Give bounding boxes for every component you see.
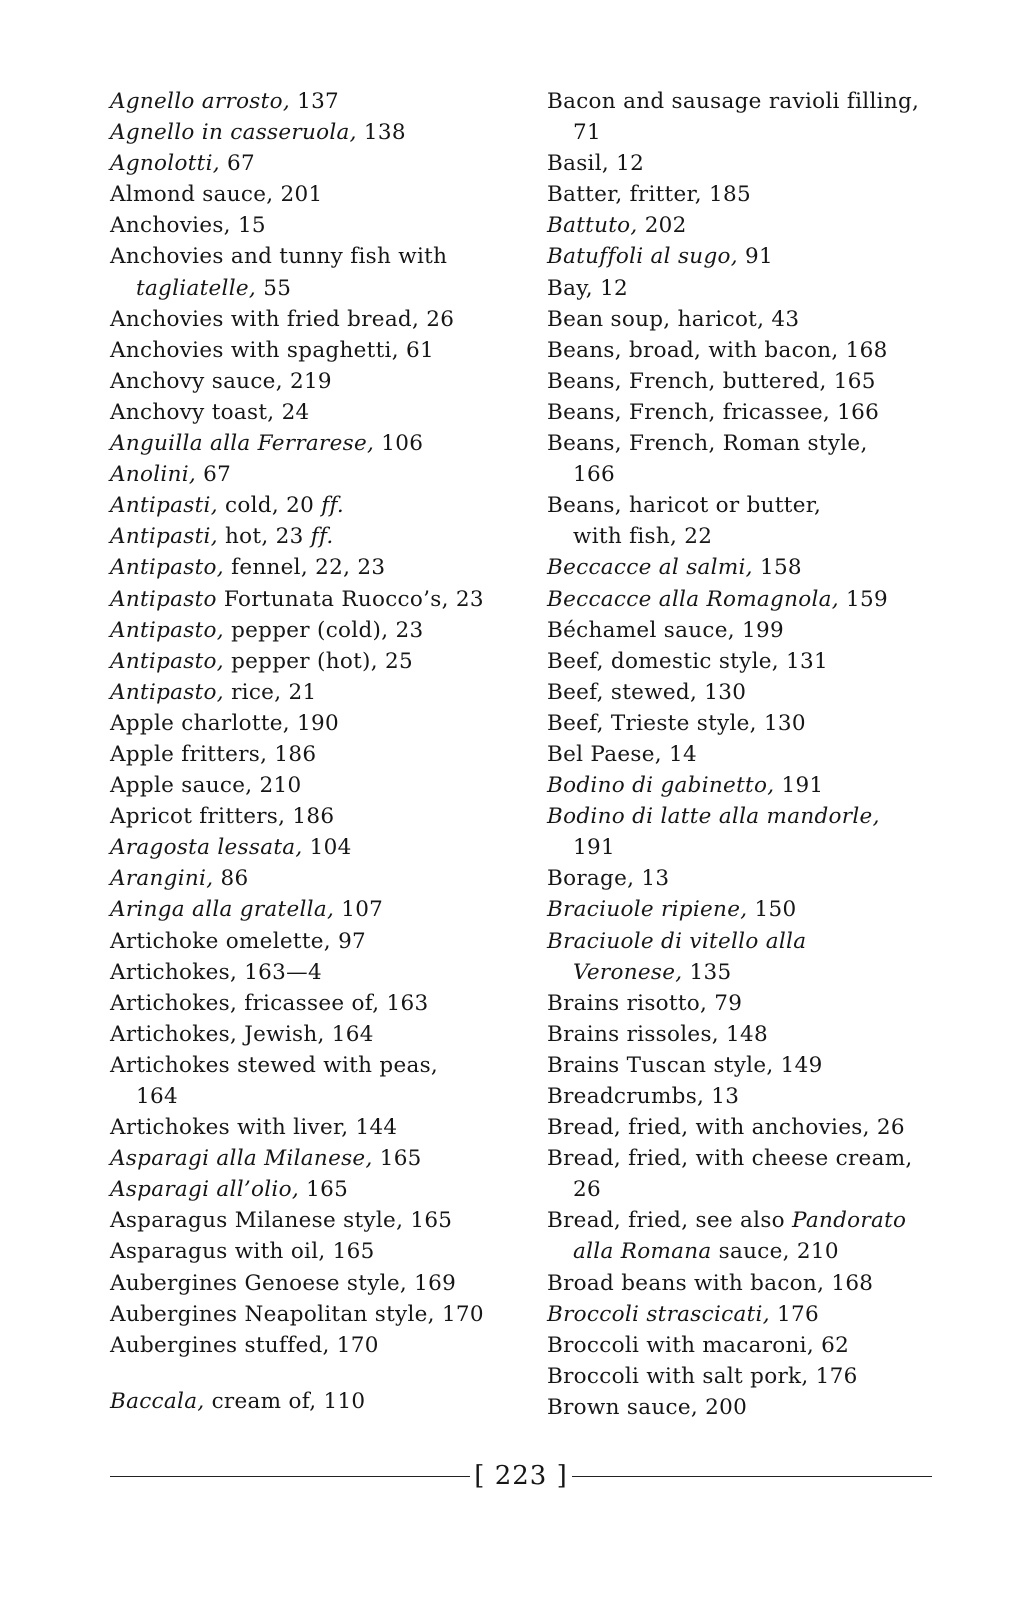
entry-text: Almond sauce, 201 <box>110 182 323 208</box>
index-column-right <box>547 86 987 1423</box>
index-entry <box>110 1205 530 1236</box>
index-entry <box>547 490 987 521</box>
index-entry <box>547 1081 987 1112</box>
index-entry <box>110 179 530 210</box>
entry-text-italic: Batuffoli al sugo, <box>547 244 738 270</box>
index-entry <box>110 1019 530 1050</box>
index-entry <box>110 86 530 117</box>
entry-text: 91 <box>737 244 773 270</box>
index-entry <box>547 677 987 708</box>
index-entry-continuation <box>547 957 987 988</box>
index-entry <box>110 863 530 894</box>
index-entry <box>547 708 987 739</box>
entry-text-italic: Antipasto, <box>110 648 224 674</box>
index-entry <box>110 894 530 925</box>
index-entry <box>110 210 530 241</box>
entry-text: Broad beans with bacon, 168 <box>547 1270 874 1296</box>
entry-text: Beans, French, Roman style, <box>547 431 868 457</box>
entry-text: 138 <box>356 120 406 146</box>
index-entry <box>110 1386 530 1417</box>
entry-text: 191 <box>573 835 615 861</box>
entry-text: 176 <box>769 1301 819 1327</box>
index-entry-continuation <box>547 117 987 148</box>
entry-text: Bel Paese, 14 <box>547 741 697 767</box>
entry-text: Artichokes, 163—4 <box>110 959 322 985</box>
index-entry <box>110 584 530 615</box>
page-number: [ 223 ] <box>474 1461 568 1491</box>
index-entry-continuation <box>547 832 987 863</box>
index-entry <box>547 615 987 646</box>
entry-text: fennel, 22, 23 <box>223 555 386 581</box>
index-entry-continuation <box>547 521 987 552</box>
index-entry <box>110 770 530 801</box>
entry-text: Bean soup, haricot, 43 <box>547 306 800 332</box>
entry-text: Anchovy toast, 24 <box>110 399 310 425</box>
index-entry <box>110 832 530 863</box>
entry-text-italic: Antipasti, <box>110 493 218 519</box>
index-entry-continuation <box>547 1174 987 1205</box>
entry-text-italic: Agnolotti, <box>110 151 220 177</box>
index-entry <box>547 926 987 957</box>
index-entry <box>110 117 530 148</box>
entry-text: pepper (hot), 25 <box>223 648 413 674</box>
index-column-left <box>110 86 530 1417</box>
entry-text: Beef, stewed, 130 <box>547 679 747 705</box>
entry-text-italic: Beccacce alla Romagnola, <box>547 586 839 612</box>
entry-text-italic: Braciuole di vitello alla <box>547 928 807 954</box>
index-entry <box>547 988 987 1019</box>
entry-text-italic: Arangini, <box>110 866 214 892</box>
index-entry <box>110 1112 530 1143</box>
entry-text: Apricot fritters, 186 <box>110 804 335 830</box>
entry-text: Brains risotto, 79 <box>547 990 743 1016</box>
index-entry-continuation <box>110 1081 530 1112</box>
index-entry <box>547 366 987 397</box>
entry-text: 135 <box>682 959 732 985</box>
index-entry <box>547 552 987 583</box>
entry-text-italic: Bodino di latte alla mandorle, <box>547 804 880 830</box>
entry-text-italic: Broccoli strascicati, <box>547 1301 770 1327</box>
entry-text: 55 <box>256 275 292 301</box>
index-entry <box>547 894 987 925</box>
entry-text: Artichokes, Jewish, 164 <box>110 1021 374 1047</box>
entry-text: Anchovies with fried bread, 26 <box>110 306 455 332</box>
entry-text-italic: Agnello arrosto, <box>110 89 290 114</box>
index-entry <box>110 1174 530 1205</box>
entry-text: Broccoli with macaroni, 62 <box>547 1332 850 1358</box>
entry-text: Bacon and sausage ravioli filling, <box>547 89 920 114</box>
index-entry <box>110 677 530 708</box>
entry-text-italic: Antipasto, <box>110 555 224 581</box>
index-entry <box>547 584 987 615</box>
entry-text-italic: Agnello in casseruola, <box>110 120 357 146</box>
entry-text: 137 <box>289 89 340 114</box>
entry-text-italic: Antipasto <box>110 586 217 612</box>
entry-text: 86 <box>213 866 249 892</box>
entry-text: 67 <box>219 151 255 177</box>
entry-text: 159 <box>838 586 888 612</box>
footer-rule-left <box>110 1476 470 1477</box>
index-entry <box>547 1330 987 1361</box>
entry-text: Breadcrumbs, 13 <box>547 1084 740 1109</box>
entry-text: Brains rissoles, 148 <box>547 1021 768 1047</box>
footer-rule-right <box>572 1476 932 1477</box>
entry-text: Béchamel sauce, 199 <box>547 617 784 643</box>
entry-text-italic: ff. <box>310 524 334 550</box>
entry-text: Broccoli with salt pork, 176 <box>547 1363 858 1389</box>
index-entry <box>110 1143 530 1174</box>
entry-text: Aubergines stuffed, 170 <box>110 1332 379 1358</box>
index-entry <box>547 770 987 801</box>
entry-text: Artichokes with liver, 144 <box>110 1115 398 1141</box>
entry-text: 164 <box>136 1084 178 1109</box>
entry-text: Beans, broad, with bacon, 168 <box>547 337 888 363</box>
index-entry <box>110 1268 530 1299</box>
entry-text-italic: Pandorato <box>792 1208 907 1234</box>
index-entry <box>110 304 530 335</box>
entry-text: with fish, 22 <box>573 524 713 550</box>
index-entry <box>547 1143 987 1174</box>
index-entry-continuation <box>110 273 530 304</box>
entry-text-italic: Aringa alla gratella, <box>110 897 335 923</box>
entry-text-italic: Antipasto, <box>110 617 224 643</box>
index-entry <box>110 1050 530 1081</box>
entry-text: Beans, haricot or butter, <box>547 493 822 519</box>
entry-text: Artichokes, fricassee of, 163 <box>110 990 429 1016</box>
index-entry <box>547 1268 987 1299</box>
index-entry <box>547 210 987 241</box>
index-entry <box>547 1205 987 1236</box>
entry-text: Fortunata Ruocco’s, 23 <box>216 586 484 612</box>
entry-text: 165 <box>299 1177 349 1203</box>
entry-text: 150 <box>747 897 797 923</box>
index-entry <box>110 708 530 739</box>
index-entry <box>547 1112 987 1143</box>
entry-text: 106 <box>374 431 424 457</box>
entry-text-italic: Anolini, <box>110 462 197 488</box>
entry-text: 104 <box>302 835 352 861</box>
index-entry <box>110 1299 530 1330</box>
entry-text: Brains Tuscan style, 149 <box>547 1052 823 1078</box>
index-entry <box>110 552 530 583</box>
entry-text-italic: ff. <box>321 493 345 519</box>
index-entry <box>547 863 987 894</box>
entry-text: 26 <box>573 1177 601 1203</box>
entry-text: Anchovies, 15 <box>110 213 266 239</box>
index-entry <box>547 273 987 304</box>
entry-text-italic: Asparagi alla Milanese, <box>110 1146 373 1172</box>
entry-text: Artichokes stewed with peas, <box>110 1052 439 1078</box>
entry-text: 107 <box>334 897 384 923</box>
entry-text: pepper (cold), 23 <box>223 617 424 643</box>
entry-text-italic: Battuto, <box>547 213 638 239</box>
index-entry <box>110 490 530 521</box>
entry-text-italic: alla Romana <box>573 1239 712 1265</box>
entry-text: Bread, fried, with cheese cream, <box>547 1146 913 1172</box>
index-entry <box>110 1236 530 1267</box>
entry-text: Anchovy sauce, 219 <box>110 368 332 394</box>
entry-text: 166 <box>573 462 615 488</box>
entry-text: Beef, Trieste style, 130 <box>547 710 806 736</box>
index-entry <box>110 926 530 957</box>
entry-text-italic: Braciuole ripiene, <box>547 897 748 923</box>
index-entry <box>110 459 530 490</box>
index-entry-continuation <box>547 459 987 490</box>
index-entry <box>110 366 530 397</box>
index-entry <box>547 179 987 210</box>
entry-text: Asparagus Milanese style, 165 <box>110 1208 453 1234</box>
entry-text: Bread, fried, with anchovies, 26 <box>547 1115 905 1141</box>
entry-text: Apple fritters, 186 <box>110 741 317 767</box>
entry-text: cream of, 110 <box>204 1388 366 1414</box>
entry-text-italic: Baccala, <box>110 1388 205 1414</box>
entry-text: 71 <box>573 120 601 146</box>
entry-text: hot, 23 <box>217 524 311 550</box>
index-entry <box>110 957 530 988</box>
entry-text: Artichoke omelette, 97 <box>110 928 367 954</box>
index-entry-continuation <box>547 1236 987 1267</box>
index-entry <box>110 739 530 770</box>
entry-text: Brown sauce, 200 <box>547 1394 748 1420</box>
entry-text-italic: Aragosta lessata, <box>110 835 303 861</box>
index-entry <box>547 335 987 366</box>
page-footer <box>110 1456 932 1496</box>
index-entry <box>547 428 987 459</box>
entry-text-italic: Bodino di gabinetto, <box>547 773 775 799</box>
entry-text: Beef, domestic style, 131 <box>547 648 828 674</box>
entry-text: 67 <box>196 462 232 488</box>
entry-text: Aubergines Genoese style, 169 <box>110 1270 457 1296</box>
index-entry <box>547 1019 987 1050</box>
entry-text-italic: Antipasti, <box>110 524 218 550</box>
entry-text: Beans, French, buttered, 165 <box>547 368 876 394</box>
entry-text-italic: Antipasto, <box>110 679 224 705</box>
entry-text: Borage, 13 <box>547 866 670 892</box>
entry-text: 165 <box>372 1146 422 1172</box>
entry-text-italic: Beccacce al salmi, <box>547 555 753 581</box>
index-entry <box>547 304 987 335</box>
index-entry <box>547 739 987 770</box>
index-entry <box>547 1361 987 1392</box>
entry-text: Bay, 12 <box>547 275 629 301</box>
entry-text: cold, 20 <box>217 493 322 519</box>
entry-text: 158 <box>752 555 802 581</box>
index-entry <box>547 86 987 117</box>
entry-text: Apple sauce, 210 <box>110 773 302 799</box>
entry-text: Apple charlotte, 190 <box>110 710 339 736</box>
entry-text: Anchovies and tunny fish with <box>110 244 448 270</box>
entry-text: Aubergines Neapolitan style, 170 <box>110 1301 484 1327</box>
entry-text: Beans, French, fricassee, 166 <box>547 399 880 425</box>
entry-text-italic: Anguilla alla Ferrarese, <box>110 431 375 457</box>
index-entry <box>110 1330 530 1361</box>
entry-text: Anchovies with spaghetti, 61 <box>110 337 434 363</box>
index-entry <box>110 397 530 428</box>
index-entry <box>110 148 530 179</box>
entry-text: sauce, 210 <box>711 1239 839 1265</box>
entry-text: Basil, 12 <box>547 151 645 177</box>
index-entry <box>547 646 987 677</box>
entry-text: Bread, fried, see also <box>547 1208 793 1234</box>
index-entry <box>110 335 530 366</box>
index-entry <box>110 241 530 272</box>
entry-text-italic: tagliatelle, <box>136 275 257 301</box>
index-entry <box>547 1392 987 1423</box>
index-entry <box>547 397 987 428</box>
entry-text-italic: Veronese, <box>573 959 683 985</box>
entry-text: 202 <box>637 213 687 239</box>
index-entry <box>547 241 987 272</box>
index-entry <box>547 801 987 832</box>
index-entry <box>547 1050 987 1081</box>
entry-text: 191 <box>774 773 824 799</box>
index-entry <box>110 428 530 459</box>
index-entry <box>547 148 987 179</box>
entry-text-italic: Asparagi all’olio, <box>110 1177 299 1203</box>
entry-text: Asparagus with oil, 165 <box>110 1239 375 1265</box>
entry-text: Batter, fritter, 185 <box>547 182 751 208</box>
entry-text: rice, 21 <box>223 679 317 705</box>
index-entry <box>547 1299 987 1330</box>
index-entry <box>110 988 530 1019</box>
index-entry <box>110 615 530 646</box>
index-entry <box>110 801 530 832</box>
index-entry <box>110 521 530 552</box>
index-entry <box>110 646 530 677</box>
